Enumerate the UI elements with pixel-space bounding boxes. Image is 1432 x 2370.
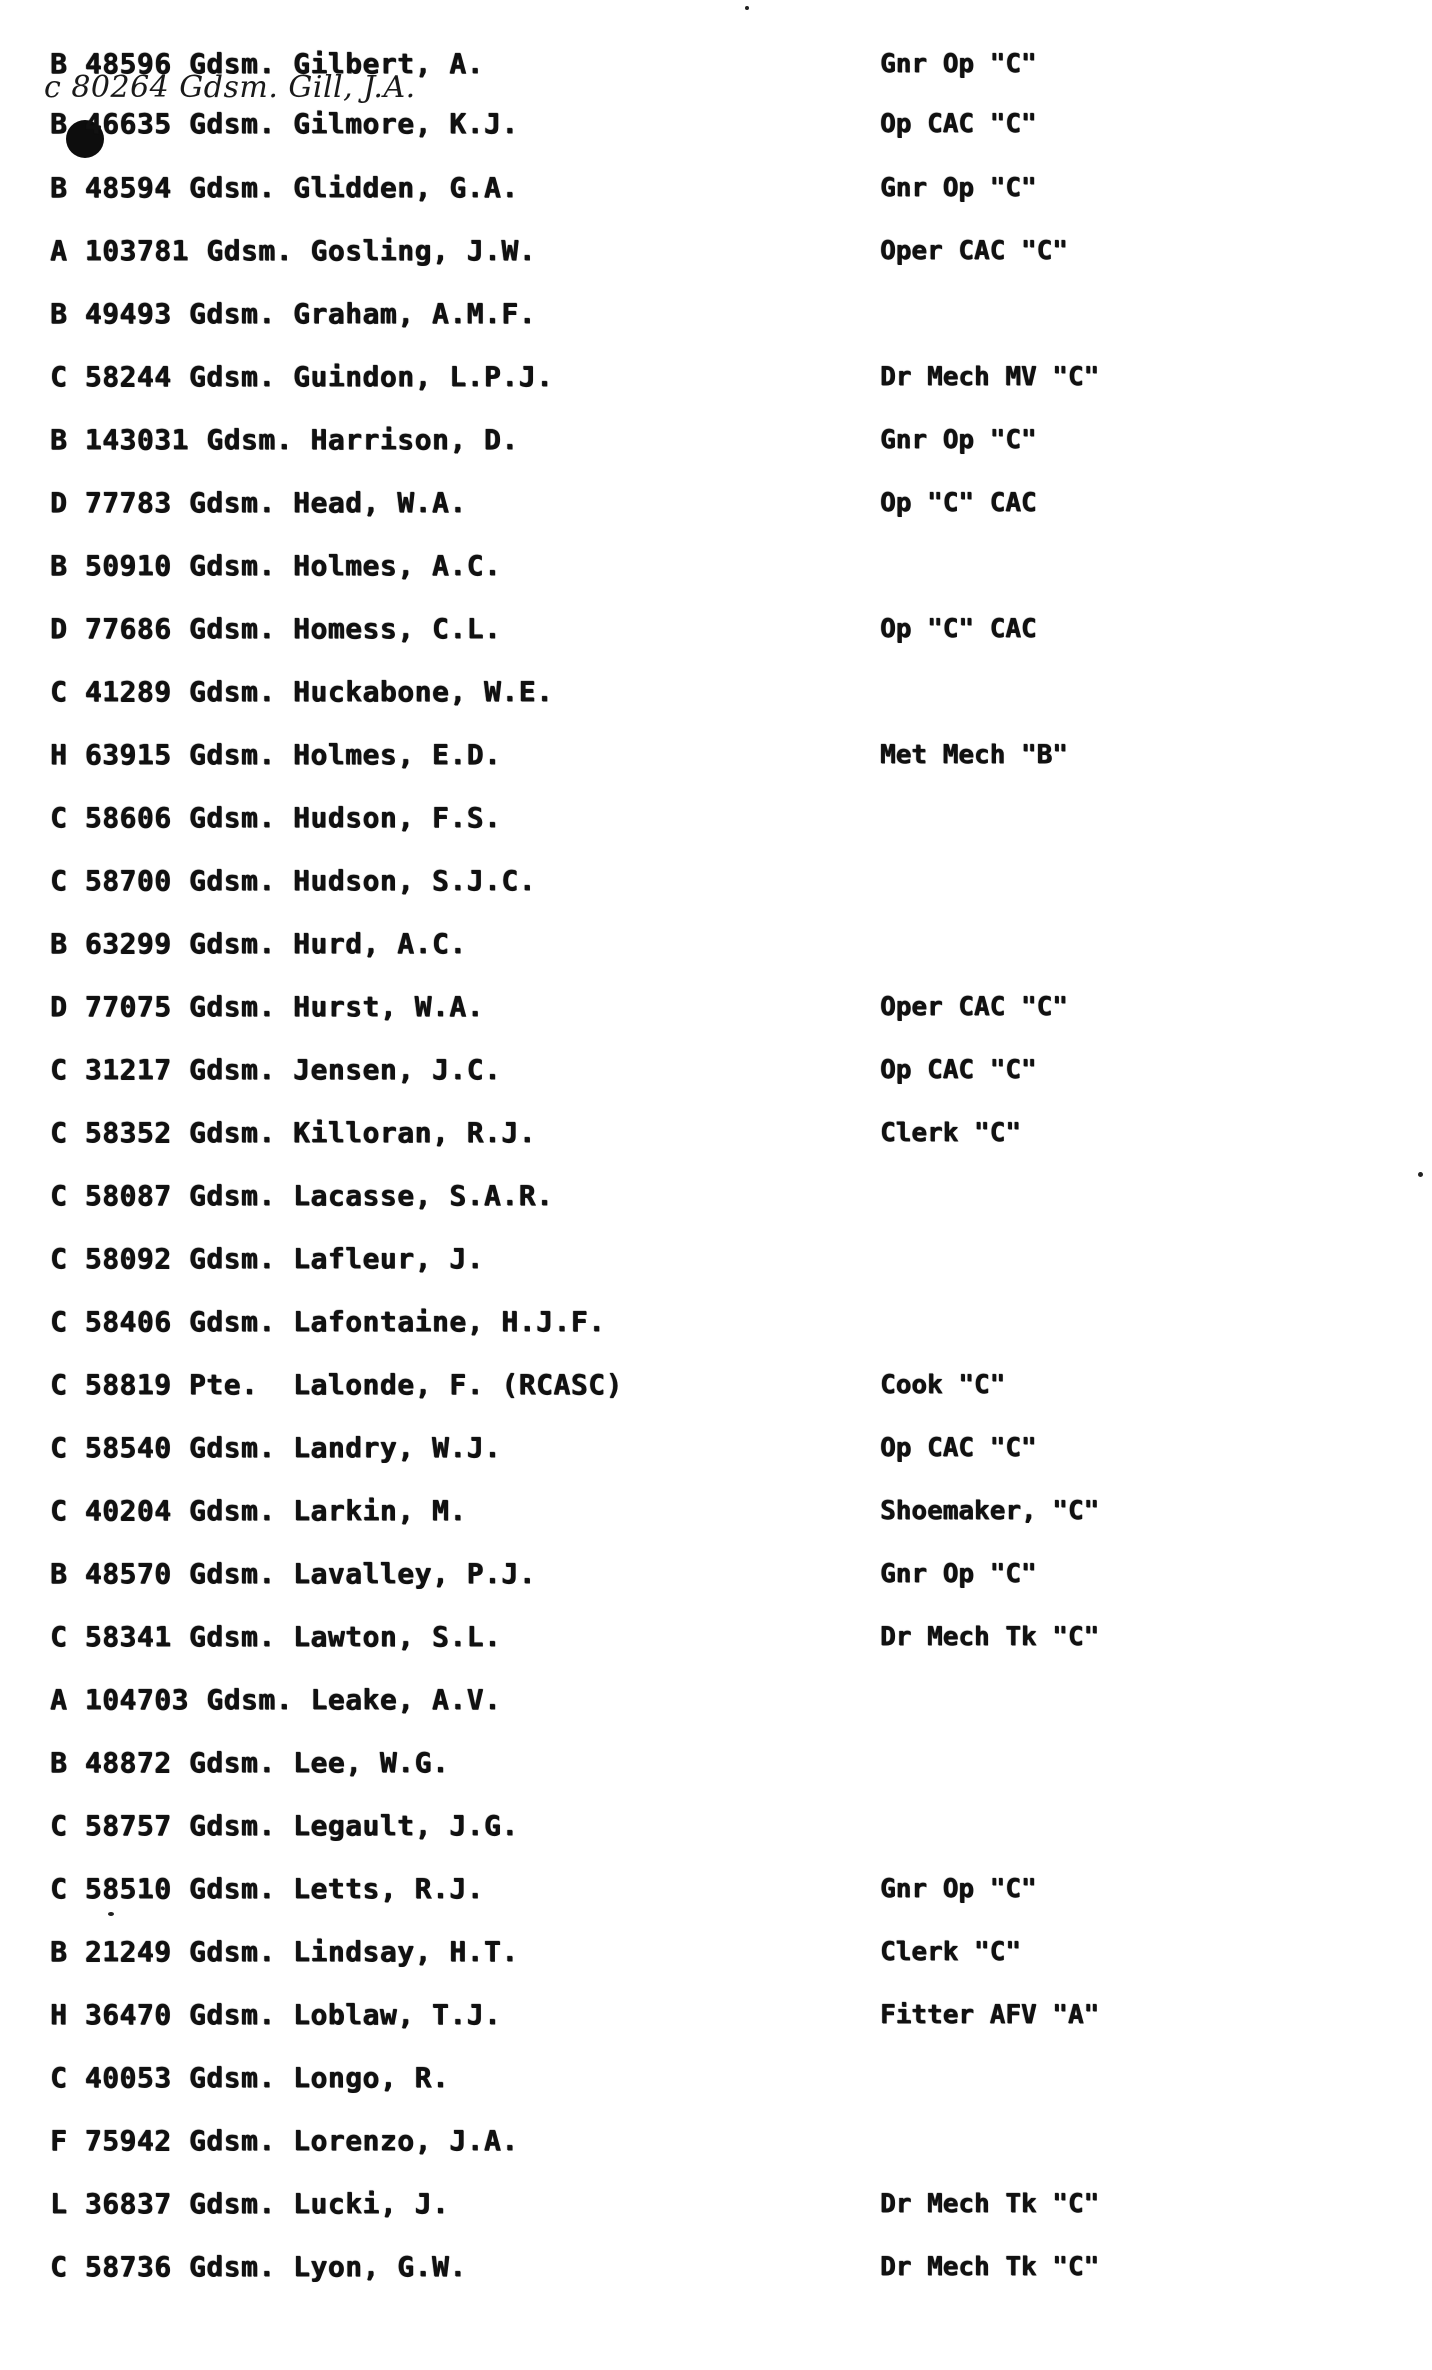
roster-row xyxy=(0,1113,1432,1153)
roster-row xyxy=(0,2184,1432,2224)
roster-row xyxy=(0,1932,1432,1972)
roster-entry: H 63915 Gdsm. Holmes, E.D. xyxy=(50,738,502,771)
roster-row xyxy=(0,798,1432,838)
roster-entry: B 48594 Gdsm. Glidden, G.A. xyxy=(50,171,519,204)
roster-entry: A 103781 Gdsm. Gosling, J.W. xyxy=(50,234,537,267)
roster-row xyxy=(0,1239,1432,1279)
roster-row xyxy=(0,1176,1432,1216)
roster-entry: C 31217 Gdsm. Jensen, J.C. xyxy=(50,1053,502,1086)
roster-entry: A 104703 Gdsm. Leake, A.V. xyxy=(50,1683,502,1716)
ink-speck xyxy=(745,6,749,10)
roster-row xyxy=(0,1869,1432,1909)
roster-row xyxy=(0,1617,1432,1657)
trade-qualification: Cook "C" xyxy=(880,1370,1006,1400)
roster-entry: C 40204 Gdsm. Larkin, M. xyxy=(50,1494,467,1527)
trade-qualification: Fitter AFV "A" xyxy=(880,2000,1100,2030)
ink-speck xyxy=(108,1912,114,1916)
roster-row xyxy=(0,987,1432,1027)
roster-row xyxy=(0,2247,1432,2287)
roster-entry: B 46635 Gdsm. Gilmore, K.J. xyxy=(50,107,519,140)
trade-qualification: Op "C" CAC xyxy=(880,488,1037,518)
roster-row xyxy=(0,1680,1432,1720)
roster-entry: B 50910 Gdsm. Holmes, A.C. xyxy=(50,549,502,582)
trade-qualification: Op CAC "C" xyxy=(880,1055,1037,1085)
roster-entry: C 58244 Gdsm. Guindon, L.P.J. xyxy=(50,360,554,393)
trade-qualification: Gnr Op "C" xyxy=(880,49,1037,79)
roster-row xyxy=(0,420,1432,460)
roster-row xyxy=(0,1302,1432,1342)
roster-row xyxy=(0,168,1432,208)
roster-entry: D 77075 Gdsm. Hurst, W.A. xyxy=(50,990,484,1023)
roster-row xyxy=(0,672,1432,712)
trade-qualification: Oper CAC "C" xyxy=(880,236,1068,266)
roster-entry: C 58087 Gdsm. Lacasse, S.A.R. xyxy=(50,1179,554,1212)
roster-entry: C 58092 Gdsm. Lafleur, J. xyxy=(50,1242,484,1275)
roster-row xyxy=(0,1428,1432,1468)
trade-qualification: Met Mech "B" xyxy=(880,740,1068,770)
roster-entry: B 48872 Gdsm. Lee, W.G. xyxy=(50,1746,450,1779)
roster-row xyxy=(0,1806,1432,1846)
trade-qualification: Op CAC "C" xyxy=(880,109,1037,139)
roster-entry: C 58540 Gdsm. Landry, W.J. xyxy=(50,1431,502,1464)
ink-speck xyxy=(1418,1172,1423,1177)
roster-row xyxy=(0,44,1432,84)
trade-qualification: Gnr Op "C" xyxy=(880,425,1037,455)
trade-qualification: Gnr Op "C" xyxy=(880,173,1037,203)
roster-row xyxy=(0,1554,1432,1594)
roster-row xyxy=(0,231,1432,271)
roster-entry: C 41289 Gdsm. Huckabone, W.E. xyxy=(50,675,554,708)
roster-row xyxy=(0,104,1432,144)
roster-entry: B 143031 Gdsm. Harrison, D. xyxy=(50,423,519,456)
roster-row xyxy=(0,1365,1432,1405)
roster-entry: C 58736 Gdsm. Lyon, G.W. xyxy=(50,2250,467,2283)
roster-row xyxy=(0,924,1432,964)
roster-entry: H 36470 Gdsm. Loblaw, T.J. xyxy=(50,1998,502,2031)
trade-qualification: Dr Mech Tk "C" xyxy=(880,2252,1100,2282)
roster-row xyxy=(0,861,1432,901)
trade-qualification: Clerk "C" xyxy=(880,1937,1021,1967)
trade-qualification: Gnr Op "C" xyxy=(880,1874,1037,1904)
roster-row xyxy=(0,1050,1432,1090)
trade-qualification: Clerk "C" xyxy=(880,1118,1021,1148)
roster-row xyxy=(0,735,1432,775)
roster-entry: D 77783 Gdsm. Head, W.A. xyxy=(50,486,467,519)
roster-entry: B 63299 Gdsm. Hurd, A.C. xyxy=(50,927,467,960)
roster-row xyxy=(0,1491,1432,1531)
roster-row xyxy=(0,2058,1432,2098)
roster-row xyxy=(0,1995,1432,2035)
roster-entry: F 75942 Gdsm. Lorenzo, J.A. xyxy=(50,2124,519,2157)
roster-entry: L 36837 Gdsm. Lucki, J. xyxy=(50,2187,450,2220)
roster-entry: D 77686 Gdsm. Homess, C.L. xyxy=(50,612,502,645)
roster-entry: C 58510 Gdsm. Letts, R.J. xyxy=(50,1872,484,1905)
handwritten-note: c 80264 Gdsm. Gill, J.A. xyxy=(44,70,416,105)
roster-entry: C 58406 Gdsm. Lafontaine, H.J.F. xyxy=(50,1305,606,1338)
trade-qualification: Dr Mech MV "C" xyxy=(880,362,1100,392)
roster-row xyxy=(0,546,1432,586)
roster-entry: B 21249 Gdsm. Lindsay, H.T. xyxy=(50,1935,519,1968)
roster-row xyxy=(0,483,1432,523)
roster-entry: B 49493 Gdsm. Graham, A.M.F. xyxy=(50,297,537,330)
trade-qualification: Dr Mech Tk "C" xyxy=(880,2189,1100,2219)
roster-entry: C 58819 Pte. Lalonde, F. (RCASC) xyxy=(50,1368,623,1401)
roster-row xyxy=(0,1743,1432,1783)
trade-qualification: Oper CAC "C" xyxy=(880,992,1068,1022)
trade-qualification: Gnr Op "C" xyxy=(880,1559,1037,1589)
roster-entry: C 40053 Gdsm. Longo, R. xyxy=(50,2061,450,2094)
roster-entry: C 58352 Gdsm. Killoran, R.J. xyxy=(50,1116,537,1149)
roster-row xyxy=(0,609,1432,649)
roster-entry: C 58757 Gdsm. Legault, J.G. xyxy=(50,1809,519,1842)
roster-entry: C 58341 Gdsm. Lawton, S.L. xyxy=(50,1620,502,1653)
trade-qualification: Op CAC "C" xyxy=(880,1433,1037,1463)
roster-row xyxy=(0,357,1432,397)
roster-row xyxy=(0,2121,1432,2161)
trade-qualification: Op "C" CAC xyxy=(880,614,1037,644)
roster-entry: B 48570 Gdsm. Lavalley, P.J. xyxy=(50,1557,537,1590)
roster-entry: C 58700 Gdsm. Hudson, S.J.C. xyxy=(50,864,537,897)
roster-row xyxy=(0,294,1432,334)
trade-qualification: Shoemaker, "C" xyxy=(880,1496,1100,1526)
trade-qualification: Dr Mech Tk "C" xyxy=(880,1622,1100,1652)
roster-entry: C 58606 Gdsm. Hudson, F.S. xyxy=(50,801,502,834)
roster-entry: B 48596 Gdsm. Gilbert, A. xyxy=(50,47,484,80)
